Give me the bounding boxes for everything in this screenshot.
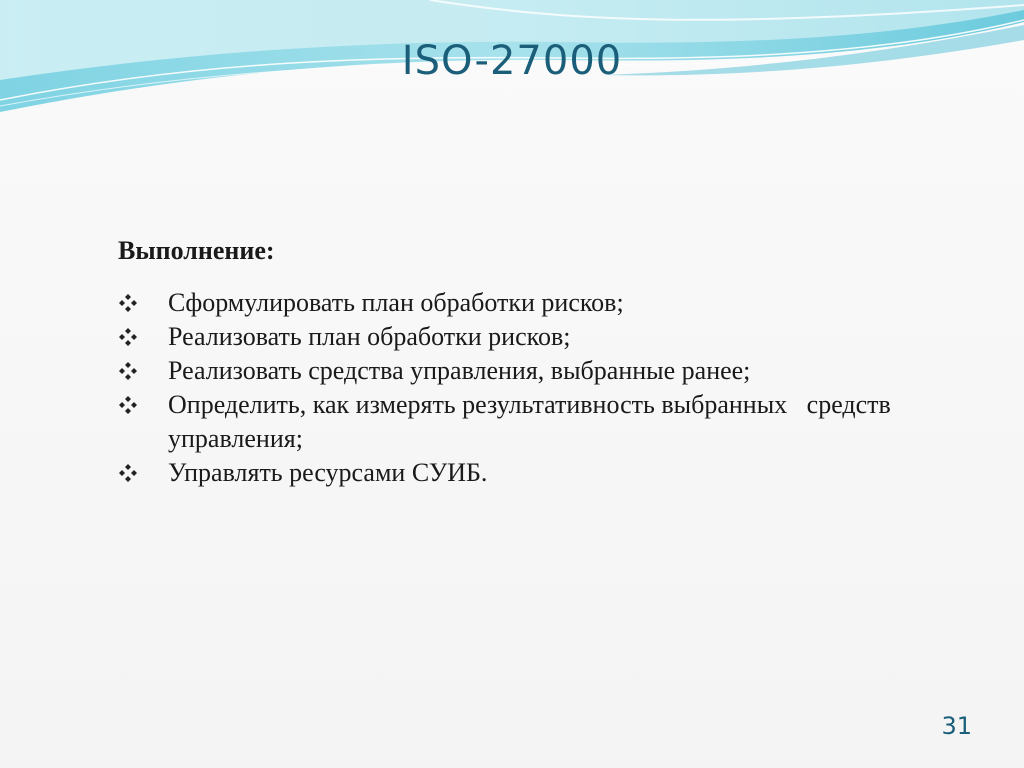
diamond-bullet-icon <box>118 388 140 422</box>
list-item <box>118 456 898 490</box>
list-item <box>118 286 898 320</box>
page-number: 31 <box>941 712 972 740</box>
list-item <box>118 354 898 388</box>
diamond-bullet-icon <box>118 354 140 388</box>
list-item-text: Определить, как измерять результативность выбранных средств управления; <box>168 390 898 453</box>
bullet-list <box>118 286 898 490</box>
diamond-bullet-icon <box>118 286 140 320</box>
list-item-text: Реализовать средства управления, выбранные ранее; <box>168 356 751 385</box>
list-item-text: Реализовать план обработки рисков; <box>168 322 571 351</box>
list-item <box>118 320 898 354</box>
slide-content <box>118 236 898 490</box>
list-item <box>118 388 898 456</box>
list-item-text: Сформулировать план обработки рисков; <box>168 288 624 317</box>
section-heading: Выполнение: <box>118 236 275 265</box>
slide-title: ISO-27000 <box>401 38 623 84</box>
list-item-text: Управлять ресурсами СУИБ. <box>168 458 488 487</box>
diamond-bullet-icon <box>118 456 140 490</box>
diamond-bullet-icon <box>118 320 140 354</box>
